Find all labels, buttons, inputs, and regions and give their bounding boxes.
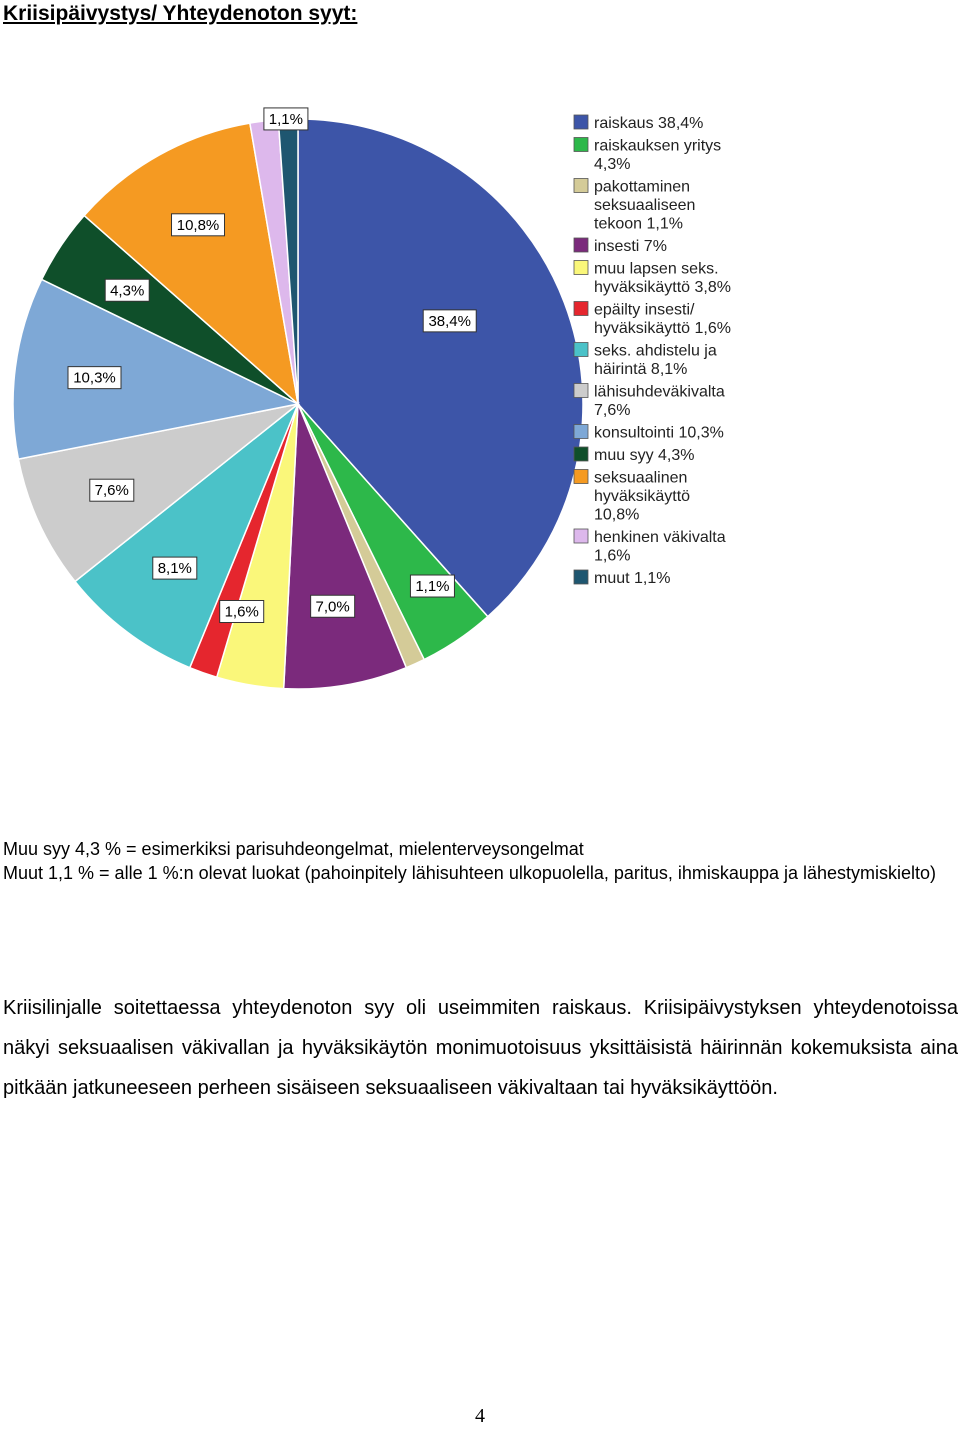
legend-label: muu syy 4,3% <box>594 447 695 464</box>
legend-entry-raiskauksen-yritys <box>574 138 721 174</box>
slice-label-text: 1,6% <box>224 603 259 621</box>
legend-swatch <box>574 238 588 252</box>
slice-label-text: 10,3% <box>73 369 116 387</box>
legend-entry-raiskaus-38-4 <box>574 115 703 132</box>
legend-label: lähisuhdeväkivalta <box>594 383 725 401</box>
pie-slices <box>13 119 583 689</box>
legend-label: hyväksikäyttö 3,8% <box>594 279 731 296</box>
legend-swatch <box>574 302 588 316</box>
legend-label: hyväksikäyttö <box>594 488 691 505</box>
legend-label: 7,6% <box>594 402 631 419</box>
legend-swatch <box>574 425 588 439</box>
legend-label: seksuaalinen <box>594 469 688 487</box>
legend-entry-epailty-insesti <box>574 302 731 338</box>
slice-label-text: 1,1% <box>415 578 450 596</box>
legend-entry-insesti-7 <box>574 238 667 255</box>
legend-label: seksuaaliseen <box>594 197 696 214</box>
legend-label: raiskaus 38,4% <box>594 115 704 132</box>
page-number: 4 <box>475 1405 485 1427</box>
legend-swatch <box>574 138 588 152</box>
legend-swatch <box>574 179 588 193</box>
slice-label-muut-1-1 <box>264 108 308 130</box>
legend-swatch <box>574 570 588 584</box>
legend-swatch <box>574 470 588 484</box>
legend-label: tekoon 1,1% <box>594 215 683 233</box>
note-muut: Muut 1,1 % = alle 1 %:n olevat luokat (pahoinpitely lähisuhteen ulkopuolella, paritus, ihmiskauppa ja lähestymiskielto) <box>3 863 937 883</box>
legend-label: epäilty insesti/ <box>594 301 695 319</box>
legend-entry-henkinen-vakivalta <box>574 529 726 565</box>
slice-label-text: 1,1% <box>268 110 304 128</box>
note-muu-syy: Muu syy 4,3 % = esimerkiksi parisuhdeongelmat, mielenterveysongelmat <box>3 839 584 859</box>
legend-label: häirintä 8,1% <box>594 361 688 378</box>
legend-label: 10,8% <box>594 506 640 524</box>
legend-swatch <box>574 529 588 543</box>
legend-label: pakottaminen <box>594 178 691 196</box>
slice-label-text: 7,0% <box>315 598 350 616</box>
slice-label-epailty-insesti <box>220 601 264 623</box>
slice-label-seks-ahdistelu-ja <box>153 557 197 579</box>
legend-swatch <box>574 343 588 357</box>
slice-label-muu-syy-4-3 <box>105 279 149 301</box>
slice-label-text: 10,8% <box>176 216 220 234</box>
legend-swatch <box>574 261 588 275</box>
slice-label-seksuaalinen <box>172 214 225 236</box>
slice-label-text: 8,1% <box>157 560 192 578</box>
legend-label: konsultointi 10,3% <box>594 424 724 442</box>
pie-chart <box>0 100 960 700</box>
legend-swatch <box>574 115 588 129</box>
legend-label: henkinen väkivalta <box>594 529 726 546</box>
legend-entry-muu-lapsen-seks <box>574 261 731 297</box>
legend-entry-pakottaminen <box>574 179 695 233</box>
slice-label-pakottaminen <box>410 575 454 597</box>
page-heading: Kriisipäivystys/ Yhteydenoton syyt: <box>3 2 358 25</box>
legend-label: muu lapsen seks. <box>594 260 719 278</box>
legend-label: insesti 7% <box>594 238 667 255</box>
legend-label: seks. ahdistelu ja <box>594 342 717 360</box>
slice-label-konsultointi-10-3 <box>68 367 121 389</box>
legend-entry-muu-syy-4-3 <box>574 447 694 464</box>
slice-label-text: 4,3% <box>110 282 145 300</box>
legend-label: hyväksikäyttö 1,6% <box>594 320 731 337</box>
legend-label: 1,6% <box>594 547 631 565</box>
legend-swatch <box>574 447 588 461</box>
legend-label: muut 1,1% <box>594 570 671 587</box>
slice-label-lahisuhdevakivalta <box>90 479 134 501</box>
pie-legend <box>574 115 731 587</box>
legend-swatch <box>574 384 588 398</box>
legend-entry-lahisuhdevakivalta <box>574 384 725 420</box>
legend-entry-seks-ahdistelu-ja <box>574 343 717 379</box>
legend-entry-seksuaalinen <box>574 470 690 524</box>
slice-label-text: 7,6% <box>94 482 129 500</box>
slice-label-text: 38,4% <box>428 312 471 330</box>
slice-label-insesti-7 <box>311 595 355 617</box>
legend-label: 4,3% <box>594 156 631 173</box>
chart-notes <box>3 837 953 885</box>
legend-entry-konsultointi-10-3 <box>574 425 724 442</box>
body-paragraph: Kriisilinjalle soitettaessa yhteydenoton syy oli useimmiten raiskaus. Kriisipäivystyksen yhteydenotoissa näkyi seksuaalisen väkivallan ja hyväksikäytön monimuotoisuus yksittäisistä häirinnän kokemuksista aina pitkään jatkuneeseen perheen sisäiseen seksuaaliseen väkivaltaan tai hyväksikäyttöön. <box>3 997 958 1099</box>
legend-entry-muut-1-1 <box>574 570 670 587</box>
legend-label: raiskauksen yritys <box>594 137 722 155</box>
slice-label-raiskaus-38-4 <box>423 310 476 332</box>
